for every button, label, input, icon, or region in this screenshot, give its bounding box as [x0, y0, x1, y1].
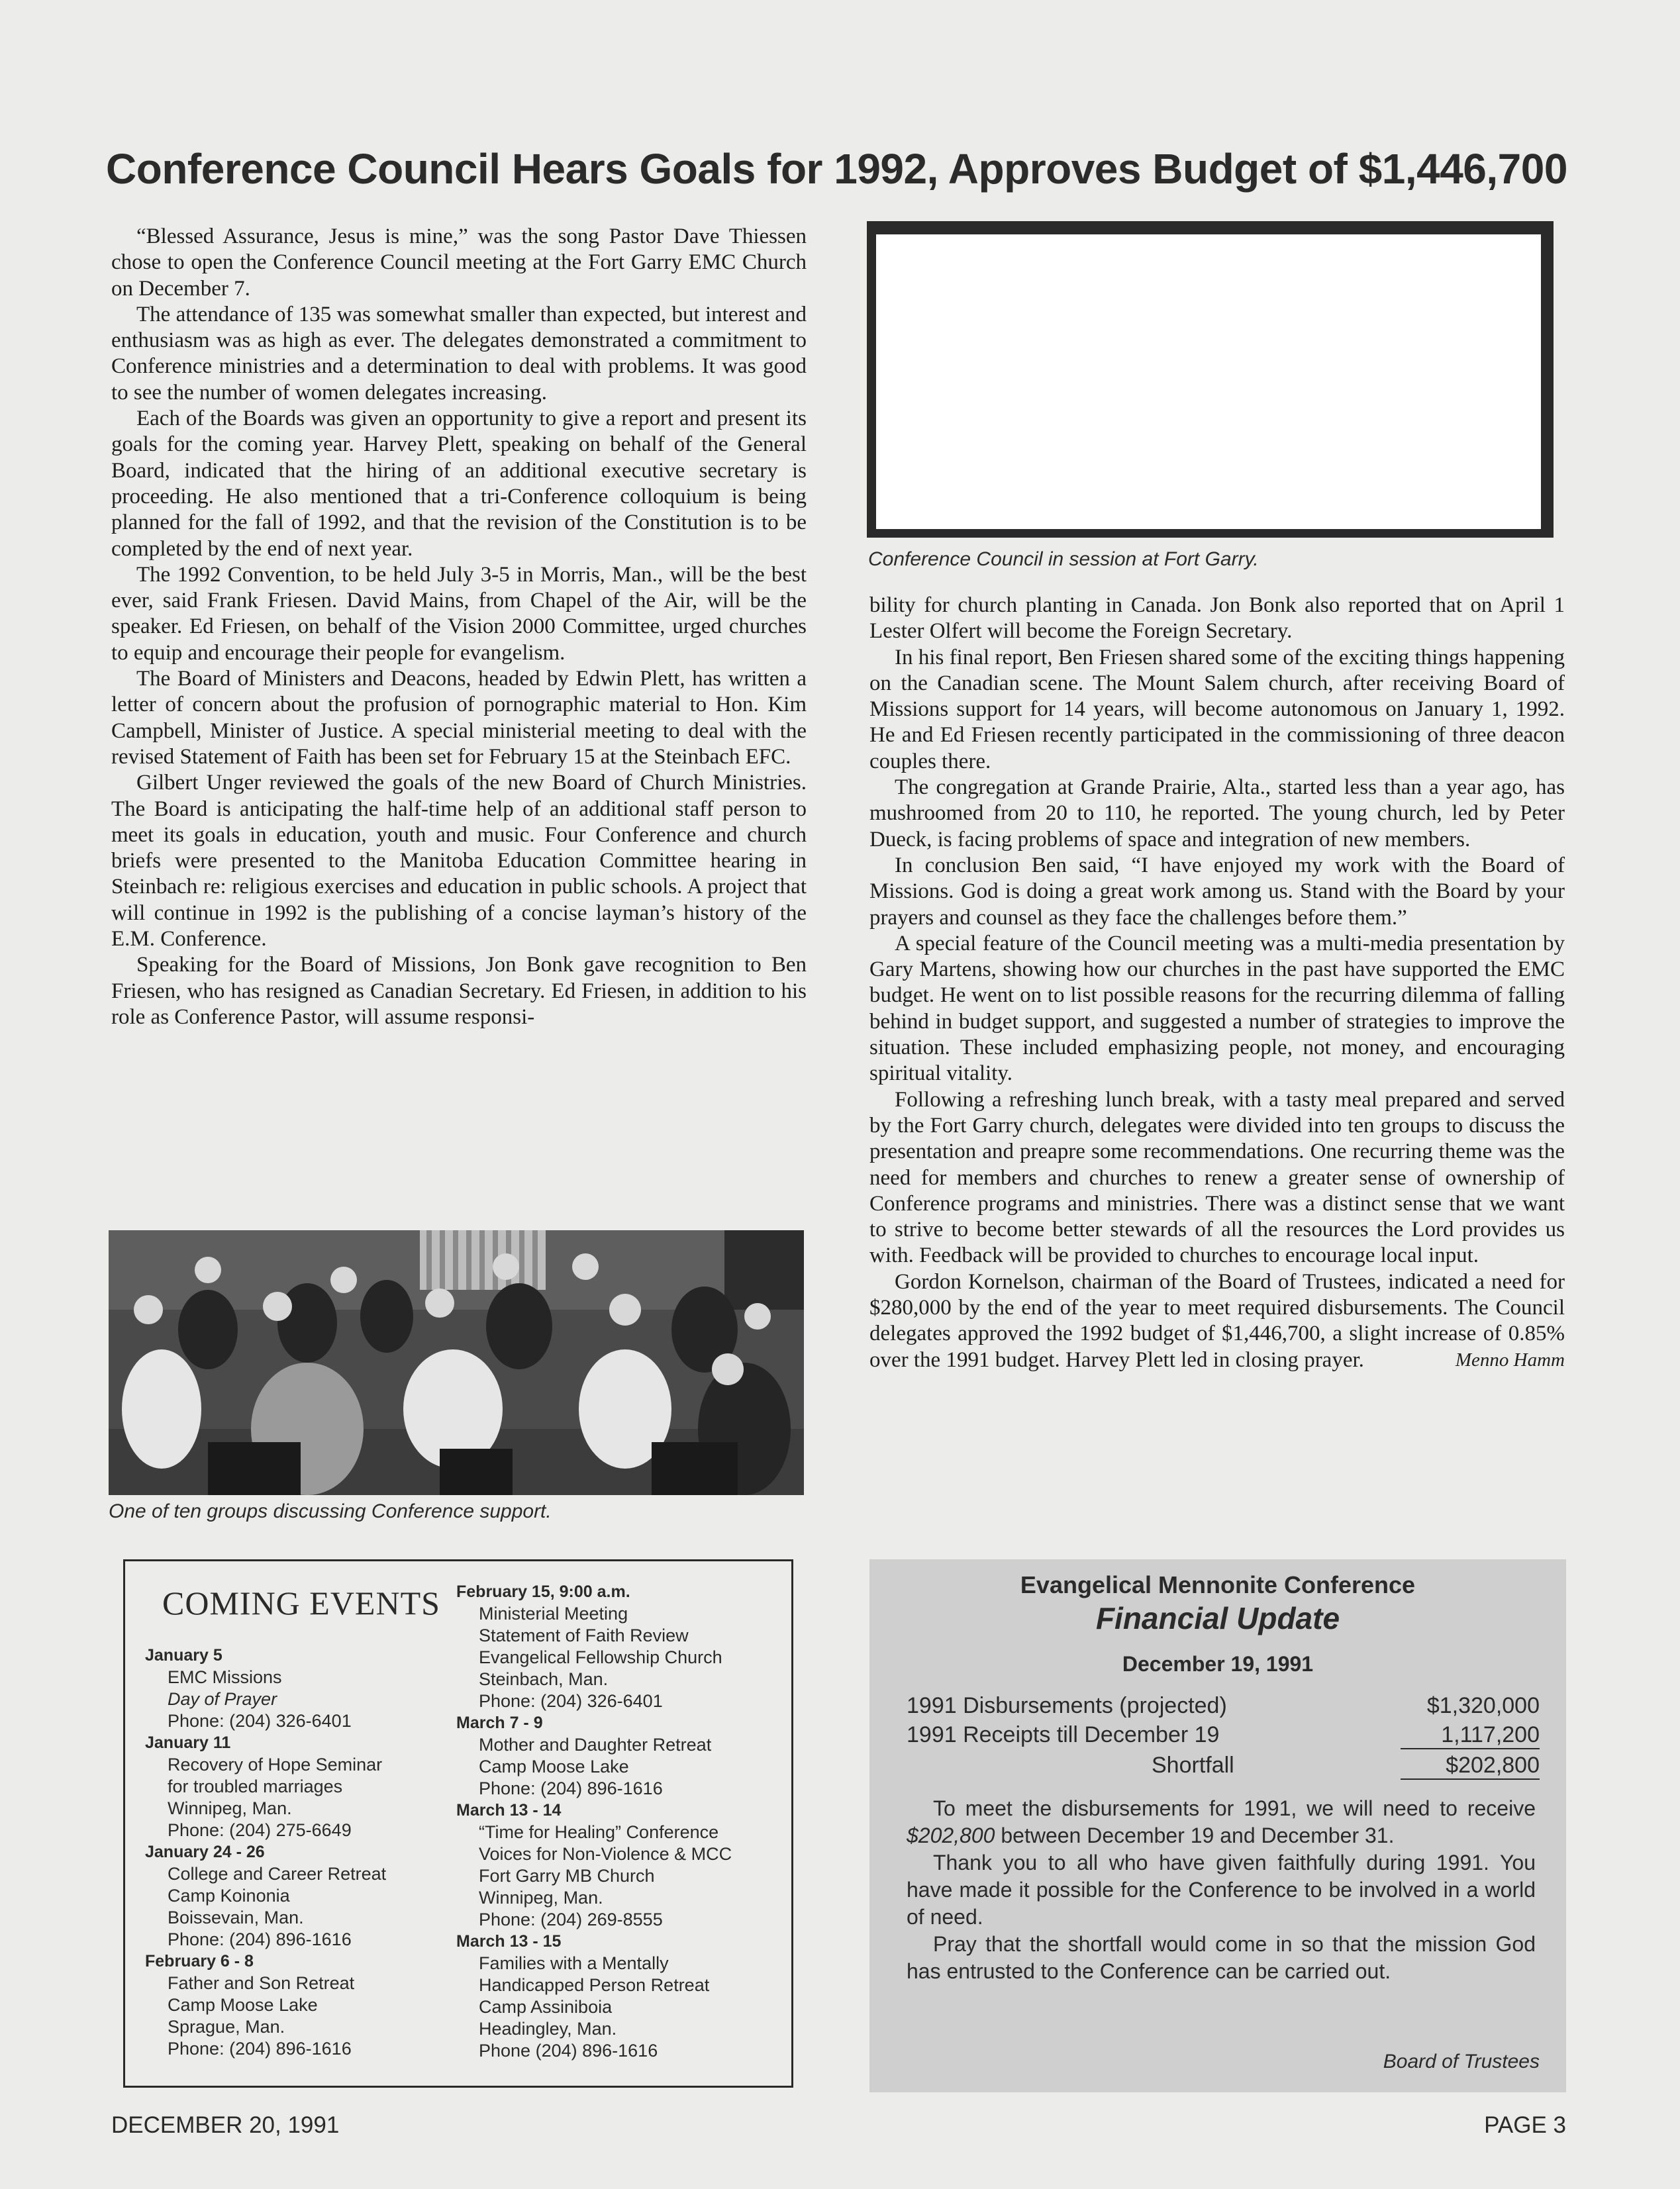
event-detail-line: EMC Missions	[168, 1667, 282, 1687]
event-detail-line: “Time for Healing” Conference	[479, 1822, 719, 1842]
top-photo-caption: Conference Council in session at Fort Garry.	[868, 548, 1259, 570]
financial-row-label: Shortfall	[1152, 1753, 1234, 1778]
coming-events-box	[123, 1559, 793, 2088]
financial-row-receipts	[869, 1722, 1566, 1751]
financial-paragraph	[907, 1795, 1536, 1849]
financial-org-name: Evangelical Mennonite Conference	[1020, 1571, 1416, 1598]
financial-date: December 19, 1991	[1122, 1652, 1314, 1676]
event-detail-line: Phone: (204) 326-6401	[479, 1691, 663, 1711]
bottom-photo-caption: One of ten groups discussing Conference support.	[109, 1500, 552, 1522]
event-detail-line: Recovery of Hope Seminar	[168, 1755, 383, 1775]
article-paragraph: The attendance of 135 was somewhat smaller than expected, but interest and enthusiasm was as high as ever. The delegates demonstrated a commitment to Conference ministries and a determination to deal with problems. It was good to see the number of women delegates increasing.	[111, 302, 807, 405]
financial-row-shortfall	[869, 1753, 1566, 1782]
event-detail-line: Phone: (204) 275-6649	[168, 1820, 352, 1840]
article-paragraph: The Board of Ministers and Deacons, headed by Edwin Plett, has written a letter of concern about the profusion of pornographic material to Hon. Kim Campbell, Minister of Justice. A special ministerial meeting to deal with the revised Statement of Faith has been set for February 15 at the Steinbach EFC.	[111, 667, 807, 769]
financial-row-value: $202,800	[1401, 1753, 1540, 1780]
event-detail-line: Winnipeg, Man.	[479, 1888, 603, 1908]
article-paragraph: In his final report, Ben Friesen shared some of the exciting things happening on the Canadian scene. The Mount Salem church, after receiving Board of Missions support for 14 years, will become autonomous on January 1, 1992. He and Ed Friesen recently participated in the commissioning of three deacon couples there.	[869, 645, 1565, 773]
event-detail-line: Fort Garry MB Church	[479, 1866, 655, 1886]
article-left-column	[111, 224, 807, 1030]
event-detail-line: Phone: (204) 326-6401	[168, 1711, 352, 1731]
closing-paragraph-text: Gordon Kornelson, chairman of the Board of Trustees, indicated a need for $280,000 by the end of the year to meet required disbursements. The Council delegates approved the 1992 budget of $1,446,700, a slight increase of 0.85% over the 1991 budget. Harvey Plett led in closing prayer.	[869, 1269, 1565, 1372]
article-paragraph: A special feature of the Council meeting was a multi-media presentation by Gary Martens, showing how our churches in the past have supported the EMC budget. He went on to list possible reasons for the recurring dilemma of falling behind in budget support, and suggested a number of strategies to improve the situation. These included emphasizing people, not money, and encouraging spiritual vitality.	[869, 931, 1565, 1086]
article-paragraph: In conclusion Ben said, “I have enjoyed my work with the Board of Missions. God is doing a great work among us. Stand with the Board by your prayers and counsel as they face the challenges before them.”	[869, 853, 1565, 930]
article-paragraph	[869, 1269, 1565, 1373]
event-date: February 15, 9:00 a.m.	[456, 1582, 630, 1601]
financial-row-label: 1991 Disbursements (projected)	[907, 1693, 1227, 1718]
headline: Conference Council Hears Goals for 1992, Approves Budget of $1,446,700	[106, 145, 1567, 193]
article-paragraph: bility for church planting in Canada. Jon Bonk also reported that on April 1 Lester Olfert will become the Foreign Secretary.	[869, 593, 1565, 644]
event-detail-line: Ministerial Meeting	[479, 1604, 628, 1624]
event-detail-line: Voices for Non-Violence & MCC	[479, 1844, 732, 1864]
event-detail-line: Phone: (204) 896-1616	[168, 2039, 352, 2059]
photo-redaction-block	[876, 234, 1541, 529]
event-detail-line: Winnipeg, Man.	[168, 1798, 292, 1818]
financial-text-part: between December 19 and December 31.	[995, 1824, 1395, 1847]
footer-page-number: PAGE 3	[1484, 2112, 1566, 2138]
event-detail-line: Sprague, Man.	[168, 2017, 285, 2037]
event-date: March 13 - 14	[456, 1801, 562, 1820]
article-paragraph: The 1992 Convention, to be held July 3-5 in Morris, Man., will be the best ever, said Frank Friesen. David Mains, from Chapel of the Air, will be the speaker. Ed Friesen, on behalf of the Vision 2000 Committee, urged churches to equip and encourage their people for evangelism.	[111, 562, 807, 665]
event-date: March 13 - 15	[456, 1932, 562, 1951]
financial-text	[907, 1795, 1536, 1985]
article-paragraph: “Blessed Assurance, Jesus is mine,” was the song Pastor Dave Thiessen chose to open the Conference Council meeting at the Fort Garry EMC Church on December 7.	[111, 224, 807, 301]
financial-signature: Board of Trustees	[1383, 2051, 1540, 2072]
financial-paragraph: Pray that the shortfall would come in so that the mission God has entrusted to the Conference can be carried out.	[907, 1932, 1536, 1983]
group-discussion-photo-graphic	[109, 1230, 804, 1495]
event-detail-line: Father and Son Retreat	[168, 1973, 355, 1993]
event-detail-line: Day of Prayer	[168, 1689, 277, 1709]
event-date: January 5	[145, 1646, 222, 1665]
financial-shortfall-amount: $202,800	[907, 1824, 995, 1847]
article-paragraph: The congregation at Grande Prairie, Alta., started less than a year ago, has mushroomed from 20 to 110, he reported. The young church, led by Peter Dueck, is facing problems of space and integration of new members.	[869, 775, 1565, 851]
financial-row-label: 1991 Receipts till December 19	[907, 1722, 1220, 1747]
financial-update-box	[869, 1559, 1566, 2092]
event-detail-line: Boissevain, Man.	[168, 1908, 304, 1927]
event-date: February 6 - 8	[145, 1952, 254, 1970]
event-detail-line: Phone (204) 896-1616	[479, 2041, 658, 2061]
event-detail-line: Phone: (204) 269-8555	[479, 1910, 663, 1929]
council-session-photo	[867, 221, 1554, 538]
event-detail-line: College and Career Retreat	[168, 1864, 387, 1884]
event-detail-line: Headingley, Man.	[479, 2019, 617, 2039]
article-paragraph: Speaking for the Board of Missions, Jon Bonk gave recognition to Ben Friesen, who has resigned as Canadian Secretary. Ed Friesen, in addition to his role as Conference Pastor, will assume responsi-	[111, 953, 807, 1029]
financial-text-part: To meet the disbursements for 1991, we will need to receive	[933, 1796, 1536, 1820]
event-detail-line: Camp Assiniboia	[479, 1997, 613, 2017]
group-discussion-photo	[109, 1230, 804, 1495]
article-paragraph: Gilbert Unger reviewed the goals of the new Board of Church Ministries. The Board is anticipating the half-time help of an additional staff person to meet its goals in education, youth and music. Four Conference and church briefs were presented to the Manitoba Education Committee hearing in Steinbach re: religious exercises and education in public schools. A project that will continue in 1992 is the publishing of a concise layman’s history of the E.M. Conference.	[111, 771, 807, 951]
event-date: March 7 - 9	[456, 1714, 543, 1732]
event-detail-line: Phone: (204) 896-1616	[168, 1929, 352, 1949]
event-date: January 24 - 26	[145, 1843, 265, 1861]
event-detail-line: Families with a Mentally	[479, 1953, 669, 1973]
events-left-list	[145, 1645, 436, 2060]
article-signature: Menno Hamm	[1455, 1349, 1565, 1371]
events-right-list	[456, 1581, 787, 2062]
financial-row-disbursements	[869, 1693, 1566, 1722]
article-paragraph: Each of the Boards was given an opportunity to give a report and present its goals for the coming year. Harvey Plett, speaking on behalf of the General Board, indicated that the hiring of an additional executive secretary is proceeding. He also mentioned that a tri-Conference colloquium is being planned for the fall of 1992, and that the revision of the Constitution is to be completed by the end of next year.	[111, 407, 807, 561]
event-detail-line: Camp Koinonia	[168, 1886, 290, 1906]
financial-row-value: $1,320,000	[1426, 1693, 1540, 1718]
financial-title: Financial Update	[1095, 1601, 1340, 1635]
event-date: January 11	[145, 1733, 231, 1752]
event-detail-line: Handicapped Person Retreat	[479, 1975, 710, 1995]
event-detail-line: Camp Moose Lake	[479, 1757, 629, 1776]
financial-paragraph: Thank you to all who have given faithfully during 1991. You have made it possible for the Conference to be involved in a world of need.	[907, 1851, 1536, 1929]
event-detail-line: Statement of Faith Review	[479, 1626, 689, 1645]
coming-events-title: COMING EVENTS	[162, 1584, 440, 1622]
financial-row-value: 1,117,200	[1401, 1722, 1540, 1749]
event-detail-line: Mother and Daughter Retreat	[479, 1735, 712, 1755]
event-detail-line: for troubled marriages	[168, 1776, 343, 1796]
footer-date: DECEMBER 20, 1991	[111, 2112, 340, 2138]
event-detail-line: Camp Moose Lake	[168, 1995, 318, 2015]
event-detail-line: Evangelical Fellowship Church	[479, 1647, 722, 1667]
event-detail-line: Phone: (204) 896-1616	[479, 1778, 663, 1798]
article-paragraph: Following a refreshing lunch break, with a tasty meal prepared and served by the Fort Garry church, delegates were divided into ten groups to discuss the presentation and preapre some recommendations. One recurring theme was the need for members and churches to renew a greater sense of ownership of Conference programs and ministries. There was a distinct sense that we want to strive to become better stewards of all the resources the Lord provides us with. Feedback will be provided to churches to encourage local input.	[869, 1087, 1565, 1268]
article-right-column	[869, 593, 1565, 1373]
event-detail-line: Steinbach, Man.	[479, 1669, 609, 1689]
